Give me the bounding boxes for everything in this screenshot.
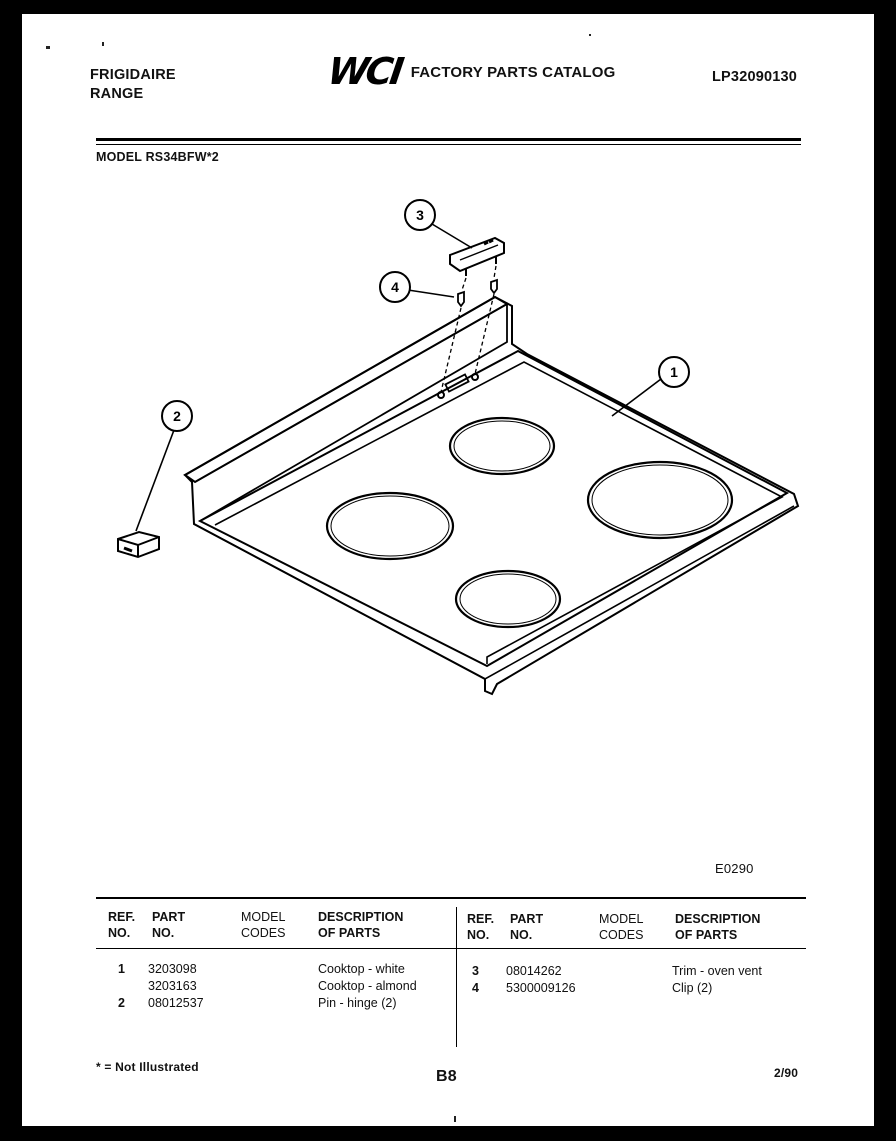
- row-4-ref: 4: [472, 981, 479, 995]
- header-model-codes-right: MODEL CODES: [599, 912, 644, 942]
- row-1-ref: 1: [118, 962, 125, 976]
- table-column-divider: [456, 907, 457, 1047]
- product-name: RANGE: [90, 86, 144, 102]
- row-2-part: 08012537: [148, 996, 204, 1010]
- header-rule: [96, 138, 801, 141]
- catalog-number: LP32090130: [712, 69, 798, 85]
- header-rule-thin: [96, 144, 801, 145]
- burner-opening-back-left: [450, 418, 554, 474]
- callout-1-label: 1: [670, 364, 678, 380]
- callout-4-label: 4: [391, 279, 399, 295]
- brand-block: [90, 66, 176, 104]
- scan-speck: [589, 34, 591, 36]
- row-4-desc: Clip (2): [672, 981, 713, 995]
- hinge-pin: [118, 532, 159, 557]
- catalog-date: 2/90: [774, 1066, 799, 1080]
- row-3-ref: 3: [472, 964, 479, 978]
- row-4-part: 5300009126: [506, 981, 576, 995]
- scan-speck: [102, 42, 104, 46]
- burner-opening-front-left: [327, 493, 453, 559]
- wci-logo: WCI: [325, 50, 404, 93]
- backguard-front: [195, 304, 507, 521]
- catalog-page: [22, 14, 874, 1126]
- burner-opening-back-right: [588, 462, 732, 538]
- table-top-rule: [96, 897, 806, 899]
- header-part-no: PART NO.: [152, 910, 186, 940]
- oven-vent-trim: [450, 238, 504, 276]
- clip-left: [458, 292, 464, 306]
- callout-4-leader: [408, 290, 454, 297]
- row-1-desc: Cooktop - white: [318, 962, 405, 976]
- callout-2-leader: [136, 430, 174, 531]
- row-1-part: 3203098: [148, 962, 197, 976]
- burner-opening-front-right: [456, 571, 560, 627]
- exploded-diagram: [82, 184, 812, 724]
- backguard-top: [185, 297, 507, 482]
- row-1b-desc: Cooktop - almond: [318, 979, 417, 993]
- row-3-desc: Trim - oven vent: [672, 964, 762, 978]
- catalog-title: FACTORY PARTS CATALOG: [410, 63, 616, 81]
- page-number: B8: [436, 1068, 457, 1085]
- scan-speck: [46, 46, 50, 49]
- clip-right: [491, 280, 497, 293]
- cooktop-outline: [185, 297, 798, 694]
- cooktop-inner-lip: [200, 351, 787, 666]
- figure-code: E0290: [715, 861, 754, 876]
- callout-3-label: 3: [416, 207, 424, 223]
- header-ref-no: REF. NO.: [108, 910, 136, 940]
- row-2-ref: 2: [118, 996, 125, 1010]
- row-3-part: 08014262: [506, 964, 562, 978]
- parts-table: [96, 897, 806, 1047]
- scan-speck: [454, 1116, 456, 1122]
- header-description: DESCRIPTION OF PARTS: [318, 910, 404, 940]
- callout-2-label: 2: [173, 408, 181, 424]
- vent-clip-hole-left: [438, 392, 444, 398]
- header-part-no-right: PART NO.: [510, 912, 544, 942]
- header-ref-no-right: REF. NO.: [467, 912, 495, 942]
- vent-clip-hole-right: [472, 374, 478, 380]
- row-2-desc: Pin - hinge (2): [318, 996, 397, 1010]
- table-header-rule: [96, 948, 806, 949]
- header-description-right: DESCRIPTION OF PARTS: [675, 912, 761, 942]
- model-number: MODEL RS34BFW*2: [96, 150, 219, 164]
- cooktop-inner-lip-2: [215, 362, 782, 664]
- callout-3-leader: [432, 224, 472, 248]
- catalog-logo: [325, 50, 616, 93]
- brand-name: FRIGIDAIRE: [90, 67, 176, 83]
- row-1b-part: 3203163: [148, 979, 197, 993]
- footnote: * = Not Illustrated: [96, 1060, 199, 1074]
- header-model-codes: MODEL CODES: [241, 910, 286, 940]
